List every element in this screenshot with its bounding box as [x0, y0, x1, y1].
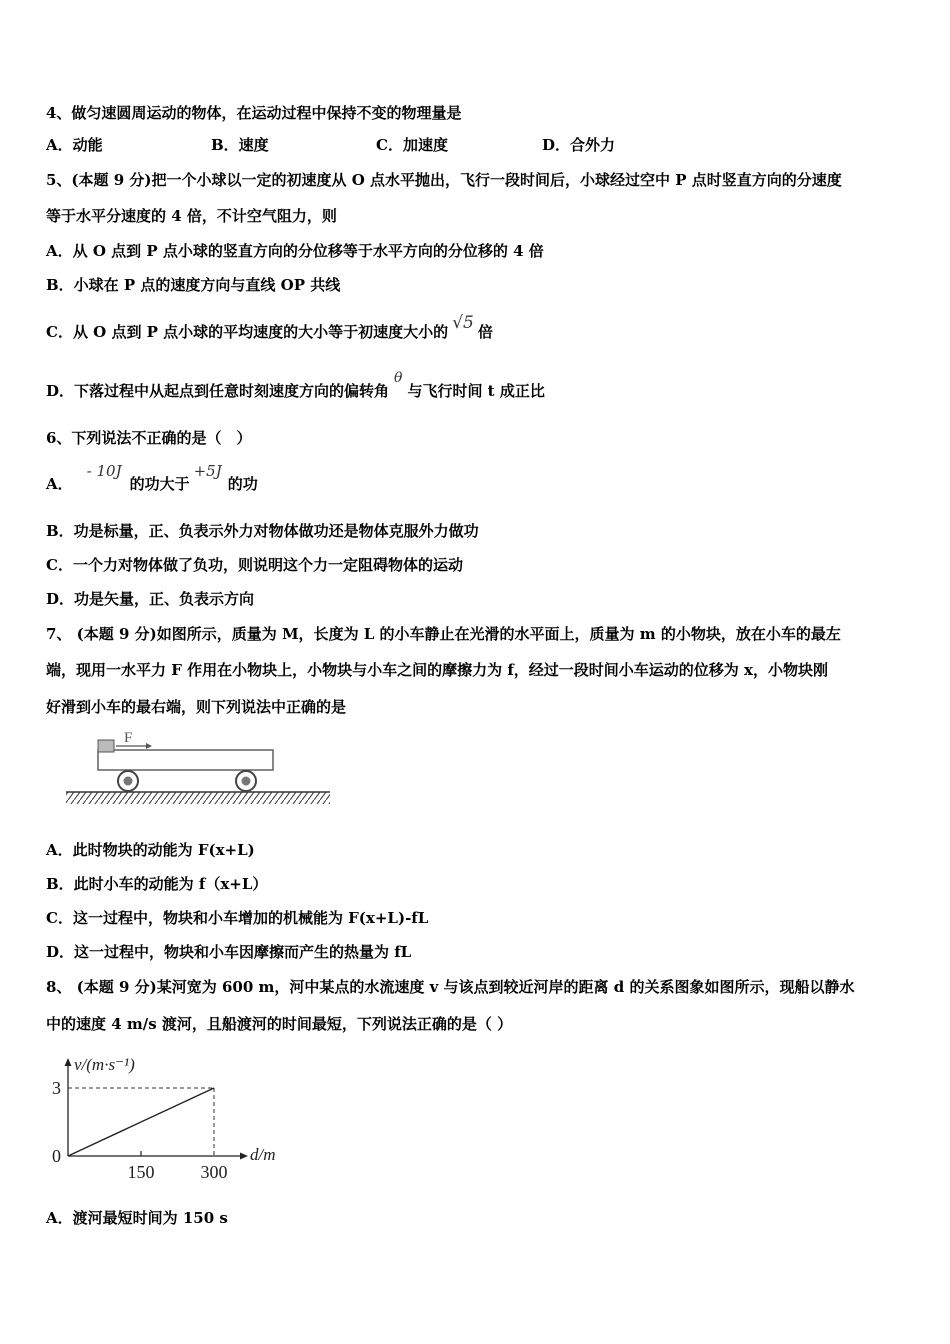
- q7-stem-line3: 好滑到小车的最右端，则下列说法中正确的是: [46, 698, 347, 716]
- plus-5j-formula: +5J: [193, 462, 222, 480]
- q4-stem: 4、做匀速圆周运动的物体，在运动过程中保持不变的物理量是: [46, 104, 462, 122]
- q5-option-a: A．从 O 点到 P 点小球的竖直方向的分位移等于水平方向的分位移的 4 倍: [46, 242, 544, 260]
- x-tick-label-150: 150: [127, 1162, 155, 1182]
- left-wheel-hub: [124, 777, 133, 786]
- theta-symbol: θ: [394, 370, 403, 386]
- q5-option-c-text: C．从 O 点到 P 点小球的平均速度的大小等于初速度大小的: [46, 323, 449, 341]
- q4-option-c: C．加速度: [376, 136, 448, 154]
- cart-body: [98, 750, 273, 770]
- ground-hatch: [66, 792, 330, 804]
- q5-option-b: B．小球在 P 点的速度方向与直线 OP 共线: [46, 276, 341, 294]
- data-line: [68, 1088, 214, 1156]
- cart-figure: [62, 728, 334, 812]
- x-tick-label-0: 0: [52, 1146, 61, 1166]
- q4-options: [46, 134, 746, 156]
- x-axis-label: d/m: [250, 1145, 276, 1164]
- right-wheel-hub: [242, 777, 251, 786]
- y-axis-arrowhead: [65, 1058, 72, 1066]
- minus-10j-formula: - 10J: [86, 462, 122, 480]
- x-tick-label-300: 300: [200, 1162, 228, 1182]
- q6-option-a-mid: 的功大于: [129, 475, 190, 493]
- q7-option-a: A．此时物块的动能为 F(x+L): [46, 841, 255, 859]
- q5-option-d-text: D．下落过程中从起点到任意时刻速度方向的偏转角: [46, 382, 390, 400]
- velocity-distance-chart: [40, 1046, 300, 1182]
- q7-stem-line1: 7、 (本题 9 分)如图所示，质量为 M，长度为 L 的小车静止在光滑的水平面上，质量为 m 的小物块，放在小车的最左: [46, 625, 841, 643]
- q8-stem-line1: 8、 (本题 9 分)某河宽为 600 m，河中某点的水流速度 v 与该点到较近河岸的距离 d 的关系图象如图所示，现船以静水: [46, 978, 855, 996]
- q8-option-a: A．渡河最短时间为 150 s: [46, 1209, 228, 1227]
- q6-stem: 6、下列说法不正确的是（ ）: [46, 429, 252, 447]
- block: [98, 740, 114, 752]
- q6-option-b: B．功是标量，正、负表示外力对物体做功还是物体克服外力做功: [46, 522, 479, 540]
- q7-option-c: C．这一过程中，物块和小车增加的机械能为 F(x+L)-fL: [46, 909, 429, 927]
- q4-option-d: D．合外力: [542, 136, 616, 154]
- q6-option-a-label: A．: [46, 475, 73, 493]
- force-arrowhead: [146, 743, 152, 749]
- q4-option-a: A．动能: [46, 136, 103, 154]
- q7-option-d: D．这一过程中，物块和小车因摩擦而产生的热量为 fL: [46, 943, 412, 961]
- q5-stem-line1: 5、(本题 9 分)把一个小球以一定的初速度从 O 点水平抛出，飞行一段时间后，小球经过空中 P 点时竖直方向的分速度: [46, 171, 842, 189]
- q5-option-c-suffix: 倍: [477, 323, 493, 341]
- sqrt5-formula: √5: [452, 313, 474, 333]
- q5-stem-line2: 等于水平分速度的 4 倍，不计空气阻力，则: [46, 207, 337, 225]
- q6-option-a-suffix: 的功: [227, 475, 258, 493]
- q5-option-d-suffix: 与飞行时间 t 成正比: [407, 382, 545, 400]
- y-axis-label: v/(m·s⁻¹): [74, 1055, 135, 1074]
- q5-option-c: [46, 313, 493, 342]
- q5-option-d: [46, 370, 545, 402]
- q7-stem-line2: 端，现用一水平力 F 作用在小物块上，小物块与小车之间的摩擦力为 f，经过一段时间小车运动的位移为 x，小物块刚: [46, 661, 828, 679]
- q6-option-c: C．一个力对物体做了负功，则说明这个力一定阻碍物体的运动: [46, 556, 463, 574]
- q4-option-b: B．速度: [211, 136, 269, 154]
- q6-option-a: [46, 462, 258, 494]
- x-axis-arrowhead: [240, 1153, 248, 1160]
- force-label: F: [124, 730, 133, 746]
- q7-option-b: B．此时小车的动能为 f（x+L）: [46, 875, 268, 893]
- q6-option-d: D．功是矢量，正、负表示方向: [46, 590, 255, 608]
- q8-stem-line2: 中的速度 4 m/s 渡河，且船渡河的时间最短，下列说法正确的是（ ）: [46, 1015, 513, 1033]
- y-tick-label-3: 3: [52, 1078, 61, 1098]
